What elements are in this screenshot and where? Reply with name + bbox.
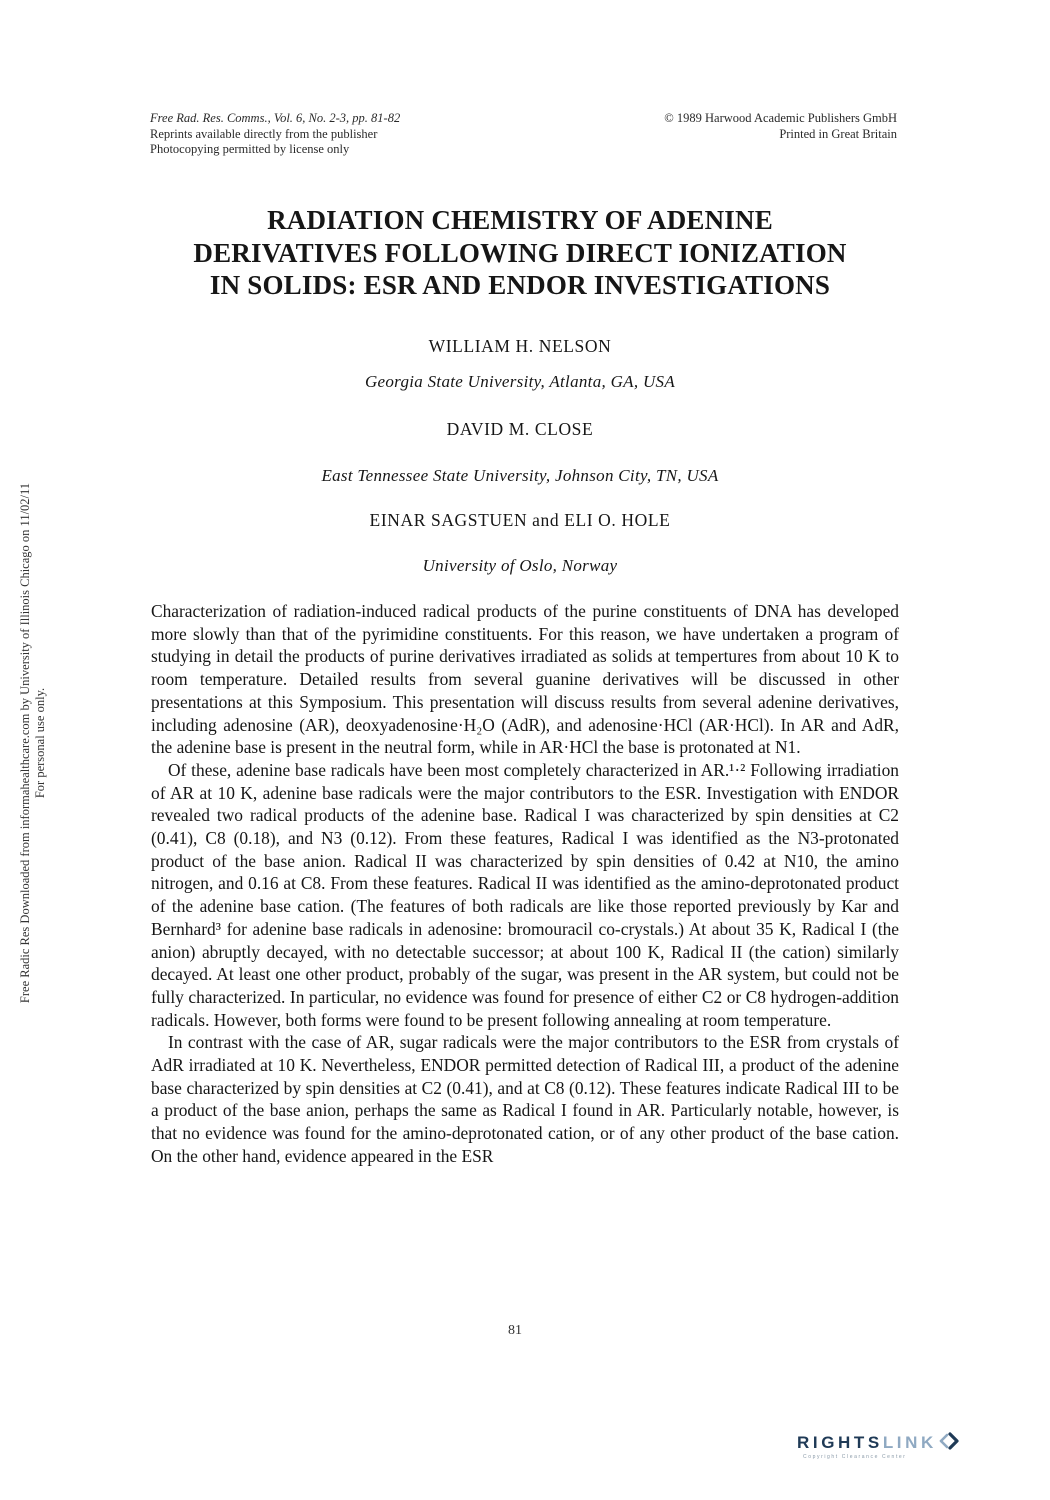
logo-text-link: LINK bbox=[882, 1433, 937, 1452]
chevron-right-icon bbox=[938, 1431, 960, 1451]
author-nelson: WILLIAM H. NELSON bbox=[428, 336, 612, 356]
body-paragraph-2: Of these, adenine base radicals have been most completely characterized in AR.¹·² Following irradiation of AR at 10 K, adenine base radicals were the major contributors to the ESR. Investigation with ENDOR revealed two radical products of the adenine base. Radical I was characterized by spin densities at C2 (0.41), C8 (0.18), and N3 (0.12). From these features, Radical I was identified as the N3-protonated product of the base anion. Radical II was characterized by spin densities of 0.42 at N10, the amino nitrogen, and 0.16 at C8. From these features. Radical II was identified as the amino-deprotonated product of the adenine base cation. (The features of both radicals are like those reported previously by Kar and Bernhard³ for adenine base radicals in adenosine: bromouracil co-crystals.) At about 35 K, Radical I (the anion) abruptly decayed, with no detectable successor; at about 100 K, Radical II (the cation) similarly decayed. At least one other product, probably of the sugar, was present in the AR system, but could not be fully characterized. In particular, no evidence was found for presence of either C2 or C8 hydrogen-addition radicals. However, both forms were found to be present following annealing at room temperature. bbox=[151, 759, 899, 1030]
article-body bbox=[151, 600, 899, 1168]
logo-text-rights: RIGHTS bbox=[797, 1433, 883, 1452]
article-title bbox=[120, 204, 920, 302]
author-close: DAVID M. CLOSE bbox=[446, 419, 594, 439]
body-paragraph-1: Characterization of radiation-induced radical products of the purine constituents of DNA has developed more slowly than that of the pyrimidine constituents. For this reason, we have undertaken a program of studying in detail the products of purine derivatives irradiated as solids at tempertures from about 10 K to room temperature. Detailed results from several guanine derivatives will be discussed in other presentations at this Symposium. This presentation will discuss results from several adenine derivatives, including adenosine (AR), deoxyadenosine·H₂O (AdR), and adenosine·HCl (AR·HCl). In AR and AdR, the adenine base is present in the neutral form, while in AR·HCl the base is protonated at N1. bbox=[151, 601, 899, 758]
title-line-3: IN SOLIDS: ESR AND ENDOR INVESTIGATIONS bbox=[209, 270, 831, 300]
running-header-left bbox=[150, 111, 400, 158]
download-watermark-line-2: For personal use only. bbox=[32, 687, 47, 799]
body-paragraph-3: In contrast with the case of AR, sugar radicals were the major contributors to the ESR from crystals of AdR irradiated at 10 K. Nevertheless, ENDOR permitted detection of Radical III, a product of the adenine base characterized by spin densities at C2 (0.41), and at C8 (0.12). These features indicate Radical III to be a product of the base anion, perhaps the same as Radical I found in AR. Particularly notable, however, is that no evidence was found for the amino-deprotonated cation, or of any other product of the base cation. On the other hand, evidence appeared in the ESR bbox=[151, 1032, 899, 1166]
copyright-notice: © 1989 Harwood Academic Publishers GmbH bbox=[664, 111, 897, 125]
rightslink-logo[interactable] bbox=[797, 1431, 1032, 1465]
reprints-note: Reprints available directly from the publisher bbox=[150, 126, 378, 141]
download-watermark-line-1: Free Radic Res Downloaded from informahealthcare.com by University of Illinois Chicago on 11/02/11 bbox=[18, 482, 32, 1004]
author-sagstuen-hole: EINAR SAGSTUEN and ELI O. HOLE bbox=[369, 510, 671, 530]
affiliation-georgia-state: Georgia State University, Atlanta, GA, USA bbox=[364, 372, 676, 391]
photocopying-note: Photocopying permitted by license only bbox=[150, 142, 350, 156]
journal-reference: Free Rad. Res. Comms., Vol. 6, No. 2-3, pp. 81-82 bbox=[150, 111, 401, 125]
affiliation-oslo: University of Oslo, Norway bbox=[422, 556, 618, 575]
page-number: 81 bbox=[508, 1323, 522, 1338]
download-watermark bbox=[18, 393, 47, 1093]
title-line-2: DERIVATIVES FOLLOWING DIRECT IONIZATION bbox=[193, 237, 847, 268]
logo-subtitle: Copyright Clearance Center bbox=[803, 1454, 907, 1460]
title-line-1: RADIATION CHEMISTRY OF ADENINE bbox=[267, 205, 773, 235]
running-header-right bbox=[600, 111, 897, 142]
affiliation-east-tennessee: East Tennessee State University, Johnson City, TN, USA bbox=[321, 466, 719, 485]
printed-in-note: Printed in Great Britain bbox=[779, 126, 897, 141]
